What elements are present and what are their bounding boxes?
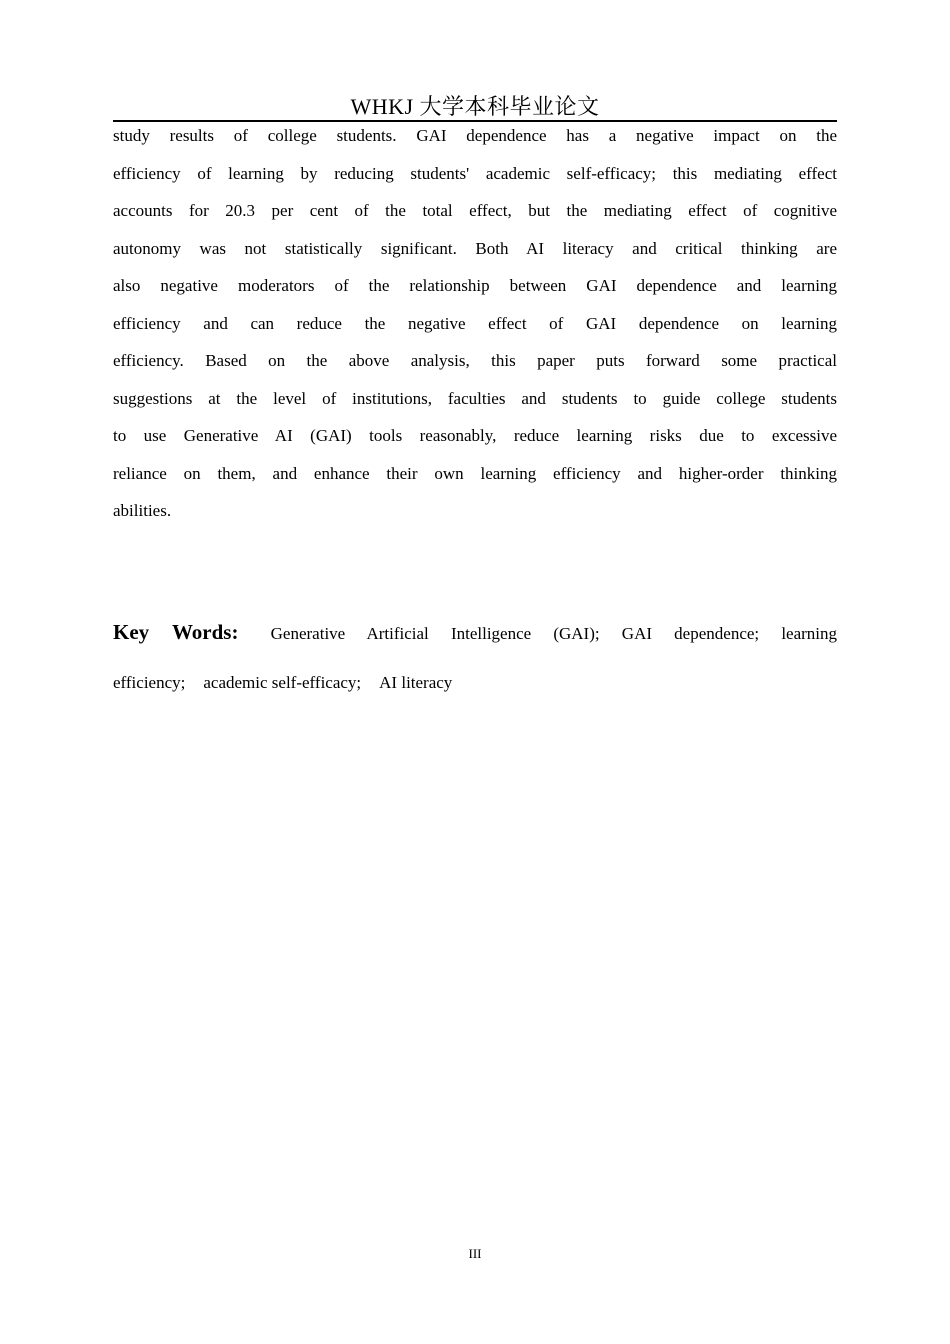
keyword: efficiency; [113, 673, 186, 692]
abstract-line: also negative moderators of the relationship between GAI dependence and learning [113, 276, 837, 295]
abstract-line: study results of college students. GAI dependence has a negative impact on the [113, 126, 837, 145]
keyword: academic self-efficacy; [203, 673, 362, 692]
keyword: learning [781, 624, 838, 643]
abstract-line: to use Generative AI (GAI) tools reasonably, reduce learning risks due to excessive [113, 426, 837, 445]
abstract-line: suggestions at the level of institutions, faculties and students to guide college students [113, 388, 837, 408]
keyword: Generative Artificial Intelligence (GAI); [270, 624, 600, 643]
abstract-line: abilities. [113, 501, 172, 520]
abstract-line: accounts for 20.3 per cent of the total effect, but the mediating effect of cognitive [113, 201, 837, 220]
keywords-section [113, 608, 837, 707]
abstract-line: reliance on them, and enhance their own learning efficiency and higher-order thinking [113, 463, 837, 483]
keyword: AI literacy [379, 673, 453, 692]
keywords-label: Key Words: [113, 620, 239, 644]
abstract-line: efficiency of learning by reducing students' academic self-efficacy; this mediating effect [113, 163, 837, 183]
abstract-paragraph [113, 117, 837, 530]
keywords-line-2 [113, 659, 837, 707]
abstract-line: autonomy was not statistically significant. Both AI literacy and critical thinking are [113, 238, 837, 258]
abstract-line: efficiency and can reduce the negative effect of GAI dependence on learning [113, 313, 837, 333]
thesis-header-title: WHKJ 大学本科毕业论文 [350, 94, 600, 119]
keywords-line-1 [113, 608, 837, 658]
keyword: GAI dependence; [621, 624, 760, 643]
page-number: III [468, 1246, 482, 1261]
abstract-line: efficiency. Based on the above analysis, this paper puts forward some practical [113, 351, 837, 370]
